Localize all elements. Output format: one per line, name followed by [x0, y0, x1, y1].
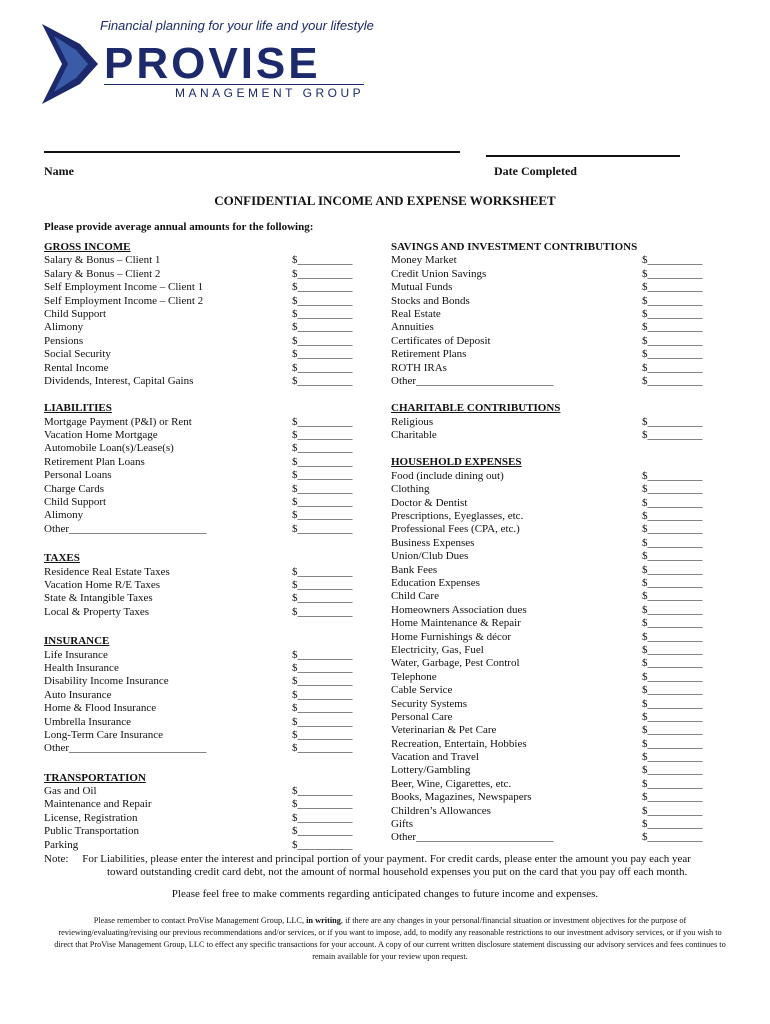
amount-field[interactable]: $__________ — [292, 294, 353, 307]
group-spacer — [391, 442, 641, 456]
amount-field[interactable]: $__________ — [642, 777, 703, 790]
amount-field[interactable]: $__________ — [292, 798, 353, 811]
line-item-label: Other_________________________ — [44, 742, 207, 755]
line-item-label: Annuities — [391, 321, 434, 334]
line-item-label: Rental Income — [44, 361, 109, 374]
section-heading: CHARITABLE CONTRIBUTIONS — [391, 402, 561, 415]
amount-field[interactable]: $__________ — [292, 785, 353, 798]
line-item-label: Home Maintenance & Repair — [391, 617, 521, 630]
note — [44, 853, 744, 879]
amount-field[interactable]: $__________ — [292, 429, 353, 442]
line-item-label: Disability Income Insurance — [44, 675, 169, 688]
amount-field[interactable]: $__________ — [642, 804, 703, 817]
line-item-label: Real Estate — [391, 307, 441, 320]
tagline: Financial planning for your life and your lifestyle — [100, 18, 374, 33]
amount-field[interactable]: $__________ — [642, 576, 703, 589]
amount-field[interactable]: $__________ — [642, 348, 703, 361]
amount-field[interactable]: $__________ — [292, 565, 353, 578]
line-item-label: Salary & Bonus – Client 2 — [44, 267, 161, 280]
line-item-label: Charitable — [391, 429, 437, 442]
line-item-label: Home & Flood Insurance — [44, 702, 157, 715]
line-item-label: Child Support — [44, 307, 107, 320]
line-item-label: Prescriptions, Eyeglasses, etc. — [391, 510, 524, 523]
line-item-label: ROTH IRAs — [391, 361, 447, 374]
amount-field[interactable]: $__________ — [642, 267, 703, 280]
amount-field[interactable]: $__________ — [642, 496, 703, 509]
amount-field[interactable]: $__________ — [642, 697, 703, 710]
amount-field[interactable]: $__________ — [292, 321, 353, 334]
amount-field[interactable]: $__________ — [642, 657, 703, 670]
heading-amount-spacer — [292, 772, 372, 785]
amount-field[interactable]: $__________ — [292, 661, 353, 674]
note-line-2: toward outstanding credit card debt, not the amount of normal household expenses you put on the card that you pay off each month. — [107, 866, 688, 878]
heading-amount-spacer — [292, 635, 372, 648]
amount-field[interactable]: $__________ — [292, 702, 353, 715]
group-spacer — [292, 619, 372, 635]
amount-field[interactable]: $__________ — [292, 688, 353, 701]
amount-field[interactable]: $__________ — [292, 648, 353, 661]
amount-field[interactable]: $__________ — [642, 630, 703, 643]
amount-field[interactable]: $__________ — [642, 751, 703, 764]
heading-amount-spacer — [292, 241, 372, 254]
amount-field[interactable]: $__________ — [642, 361, 703, 374]
amount-field[interactable]: $__________ — [642, 523, 703, 536]
line-item-label: Children’s Allowances — [391, 804, 491, 817]
heading-amount-spacer — [642, 402, 722, 415]
amount-field[interactable]: $__________ — [292, 838, 353, 851]
line-item-label: Dividends, Interest, Capital Gains — [44, 374, 194, 387]
line-item-label: Recreation, Entertain, Hobbies — [391, 737, 527, 750]
line-item-label: Retirement Plan Loans — [44, 455, 145, 468]
line-item-label: Beer, Wine, Cigarettes, etc. — [391, 777, 512, 790]
note-line-1: For Liabilities, please enter the interest and principal portion of your payment. For credit cards, please enter the amount you pay each year — [82, 853, 691, 865]
disclaimer-part-2: , if there are any changes in your personal/financial situation or investment objectives for the purpose of reviewing/evaluating/revising our previous recommendations and/or services, or if you want to impose, add, to modify any reasonable restrictions to our investment advisory services, or if you wish to direct that ProVise Management Group, LLC to effect any specific transactions for your account. A copy of our current written disclosure statement discussing our advisory services and fees continues to remain available for your review upon request. — [54, 916, 726, 961]
amount-field[interactable]: $__________ — [292, 496, 353, 509]
section-heading: GROSS INCOME — [44, 241, 131, 253]
amount-field[interactable]: $__________ — [642, 510, 703, 523]
amount-field[interactable]: $__________ — [642, 483, 703, 496]
amount-field[interactable]: $__________ — [642, 415, 703, 428]
brand-underline — [104, 84, 364, 85]
line-item-label: Food (include dining out) — [391, 469, 504, 482]
amount-field[interactable]: $__________ — [642, 831, 703, 844]
amount-field[interactable]: $__________ — [292, 578, 353, 591]
amount-field[interactable]: $__________ — [642, 321, 703, 334]
line-item-label: Certificates of Deposit — [391, 334, 491, 347]
line-item-label: Gifts — [391, 818, 413, 831]
brand-subtitle: MANAGEMENT GROUP — [175, 86, 365, 100]
line-item-label: Home Furnishings & décor — [391, 630, 512, 643]
amount-field[interactable]: $__________ — [642, 307, 703, 320]
left-column-amounts — [292, 241, 372, 852]
line-item-label: Vacation Home Mortgage — [44, 429, 158, 442]
amount-field[interactable]: $__________ — [292, 334, 353, 347]
amount-field[interactable]: $__________ — [642, 563, 703, 576]
amount-field[interactable]: $__________ — [292, 728, 353, 741]
group-spacer — [292, 756, 372, 772]
amount-field[interactable]: $__________ — [642, 334, 703, 347]
amount-field[interactable]: $__________ — [642, 590, 703, 603]
amount-field[interactable]: $__________ — [642, 670, 703, 683]
note-label: Note: — [44, 853, 69, 865]
line-item-label: Automobile Loan(s)/Lease(s) — [44, 442, 174, 455]
group-spacer — [292, 388, 372, 402]
right-column-amounts — [642, 241, 722, 845]
line-item-label: Retirement Plans — [391, 348, 467, 361]
amount-field[interactable]: $__________ — [292, 715, 353, 728]
amount-field[interactable]: $__________ — [292, 307, 353, 320]
line-item-label: Credit Union Savings — [391, 267, 487, 280]
line-item-label: Water, Garbage, Pest Control — [391, 657, 520, 670]
line-item-label: Public Transportation — [44, 825, 140, 838]
amount-field[interactable]: $__________ — [642, 536, 703, 549]
line-item-label: Alimony — [44, 321, 84, 334]
line-item-label: Mortgage Payment (P&I) or Rent — [44, 415, 192, 428]
line-item-label: Books, Magazines, Newspapers — [391, 791, 532, 804]
line-item-label: Education Expenses — [391, 576, 480, 589]
amount-field[interactable]: $__________ — [292, 267, 353, 280]
section-heading: INSURANCE — [44, 635, 110, 648]
comments-text: Please feel free to make comments regarding anticipated changes to future income and expenses. — [171, 888, 599, 900]
heading-amount-spacer — [642, 456, 722, 469]
line-item-label: Union/Club Dues — [391, 550, 469, 563]
line-item-label: Other_________________________ — [44, 522, 207, 535]
group-spacer — [292, 536, 372, 552]
amount-field[interactable]: $__________ — [642, 724, 703, 737]
line-item-label: Salary & Bonus – Client 1 — [44, 254, 161, 267]
line-item-label: State & Intangible Taxes — [44, 592, 153, 605]
amount-field[interactable]: $__________ — [292, 482, 353, 495]
line-item-label: Charge Cards — [44, 482, 104, 495]
group-spacer — [44, 756, 284, 772]
section-heading: SAVINGS AND INVESTMENT CONTRIBUTIONS — [391, 241, 638, 253]
line-item-label: Local & Property Taxes — [44, 605, 150, 618]
line-item-label: Parking — [44, 838, 79, 851]
section-heading: LIABILITIES — [44, 402, 112, 415]
line-item-label: Social Security — [44, 348, 111, 361]
amount-field[interactable]: $__________ — [642, 737, 703, 750]
disclaimer-bold: in writing — [306, 916, 341, 925]
line-item-label: Religious — [391, 415, 434, 428]
amount-field[interactable]: $__________ — [292, 361, 353, 374]
line-item-label: Health Insurance — [44, 661, 119, 674]
amount-field[interactable]: $__________ — [292, 742, 353, 755]
amount-field[interactable]: $__________ — [292, 675, 353, 688]
amount-field[interactable]: $__________ — [292, 348, 353, 361]
amount-field[interactable]: $__________ — [642, 764, 703, 777]
amount-field[interactable]: $__________ — [642, 294, 703, 307]
line-item-label: Personal Loans — [44, 469, 112, 482]
amount-field[interactable]: $__________ — [642, 281, 703, 294]
line-item-label: Stocks and Bonds — [391, 294, 470, 307]
group-spacer — [44, 619, 284, 635]
section-heading: TRANSPORTATION — [44, 771, 146, 784]
section-heading: TAXES — [44, 552, 80, 565]
line-item-label: Alimony — [44, 509, 84, 522]
line-item-label: Doctor & Dentist — [391, 496, 468, 509]
group-spacer — [642, 442, 722, 456]
line-item-label: Bank Fees — [391, 563, 438, 576]
line-item-label: Umbrella Insurance — [44, 715, 132, 728]
line-item-label: Life Insurance — [44, 648, 108, 661]
amount-field[interactable]: $__________ — [292, 469, 353, 482]
amount-field[interactable]: $__________ — [292, 442, 353, 455]
amount-field[interactable]: $__________ — [642, 791, 703, 804]
line-item-label: Mutual Funds — [391, 281, 453, 294]
group-spacer — [642, 388, 722, 402]
provise-logo-icon — [40, 22, 100, 106]
line-item-label: License, Registration — [44, 811, 138, 824]
amount-field[interactable]: $__________ — [292, 254, 353, 267]
left-column-labels — [44, 241, 284, 852]
brand-name: PROVISE — [104, 39, 321, 88]
right-column-labels — [391, 241, 641, 845]
amount-field[interactable]: $__________ — [642, 550, 703, 563]
amount-field[interactable]: $__________ — [292, 592, 353, 605]
line-item-label: Telephone — [391, 670, 437, 683]
amount-field[interactable]: $__________ — [292, 522, 353, 535]
amount-field[interactable]: $__________ — [642, 469, 703, 482]
line-item-label: Child Care — [391, 590, 439, 603]
line-item-label: Child Support — [44, 496, 107, 509]
name-field-line[interactable] — [44, 151, 460, 153]
disclaimer — [50, 915, 730, 963]
line-item-label: Lottery/Gambling — [391, 764, 471, 777]
group-spacer — [44, 388, 284, 402]
line-item-label: Other_________________________ — [391, 374, 554, 387]
line-item-label: Veterinarian & Pet Care — [391, 724, 497, 737]
name-label: Name — [44, 164, 74, 178]
line-item-label: Auto Insurance — [44, 688, 112, 701]
line-item-label: Personal Care — [391, 710, 453, 723]
line-item-label: Pensions — [44, 334, 84, 347]
date-field-line[interactable] — [486, 155, 680, 157]
amount-field[interactable]: $__________ — [292, 281, 353, 294]
amount-field[interactable]: $__________ — [642, 643, 703, 656]
disclaimer-part-1: Please remember to contact ProVise Management Group, LLC, — [93, 916, 307, 925]
amount-field[interactable]: $__________ — [292, 455, 353, 468]
heading-amount-spacer — [292, 552, 372, 565]
line-item-label: Vacation and Travel — [391, 751, 479, 764]
line-item-label: Money Market — [391, 254, 457, 267]
amount-field[interactable]: $__________ — [642, 429, 703, 442]
amount-field[interactable]: $__________ — [642, 374, 703, 387]
amount-field[interactable]: $__________ — [642, 684, 703, 697]
line-item-label: Maintenance and Repair — [44, 798, 152, 811]
heading-amount-spacer — [642, 241, 722, 254]
line-item-label: Cable Service — [391, 684, 453, 697]
amount-field[interactable]: $__________ — [642, 617, 703, 630]
date-completed-label: Date Completed — [494, 164, 577, 178]
amount-field[interactable]: $__________ — [642, 254, 703, 267]
amount-field[interactable]: $__________ — [642, 818, 703, 831]
amount-field[interactable]: $__________ — [642, 603, 703, 616]
line-item-label: Gas and Oil — [44, 785, 97, 798]
heading-amount-spacer — [292, 402, 372, 415]
amount-field[interactable]: $__________ — [292, 825, 353, 838]
amount-field[interactable]: $__________ — [292, 415, 353, 428]
line-item-label: Security Systems — [391, 697, 468, 710]
group-spacer — [391, 388, 641, 402]
instructions: Please provide average annual amounts for the following: — [44, 221, 314, 233]
line-item-label: Business Expenses — [391, 536, 475, 549]
line-item-label: Homeowners Association dues — [391, 603, 527, 616]
group-spacer — [44, 536, 284, 552]
amount-field[interactable]: $__________ — [292, 374, 353, 387]
line-item-label: Self Employment Income – Client 2 — [44, 294, 204, 307]
section-heading: HOUSEHOLD EXPENSES — [391, 456, 522, 469]
line-item-label: Clothing — [391, 483, 430, 496]
amount-field[interactable]: $__________ — [292, 509, 353, 522]
line-item-label: Residence Real Estate Taxes — [44, 565, 170, 578]
line-item-label: Other_________________________ — [391, 831, 554, 844]
line-item-label: Electricity, Gas, Fuel — [391, 643, 484, 656]
line-item-label: Vacation Home R/E Taxes — [44, 578, 161, 591]
amount-field[interactable]: $__________ — [292, 605, 353, 618]
worksheet-title: CONFIDENTIAL INCOME AND EXPENSE WORKSHEET — [214, 193, 556, 208]
line-item-label: Professional Fees (CPA, etc.) — [391, 523, 520, 536]
line-item-label: Self Employment Income – Client 1 — [44, 281, 204, 294]
amount-field[interactable]: $__________ — [292, 811, 353, 824]
line-item-label: Long-Term Care Insurance — [44, 728, 163, 741]
amount-field[interactable]: $__________ — [642, 710, 703, 723]
